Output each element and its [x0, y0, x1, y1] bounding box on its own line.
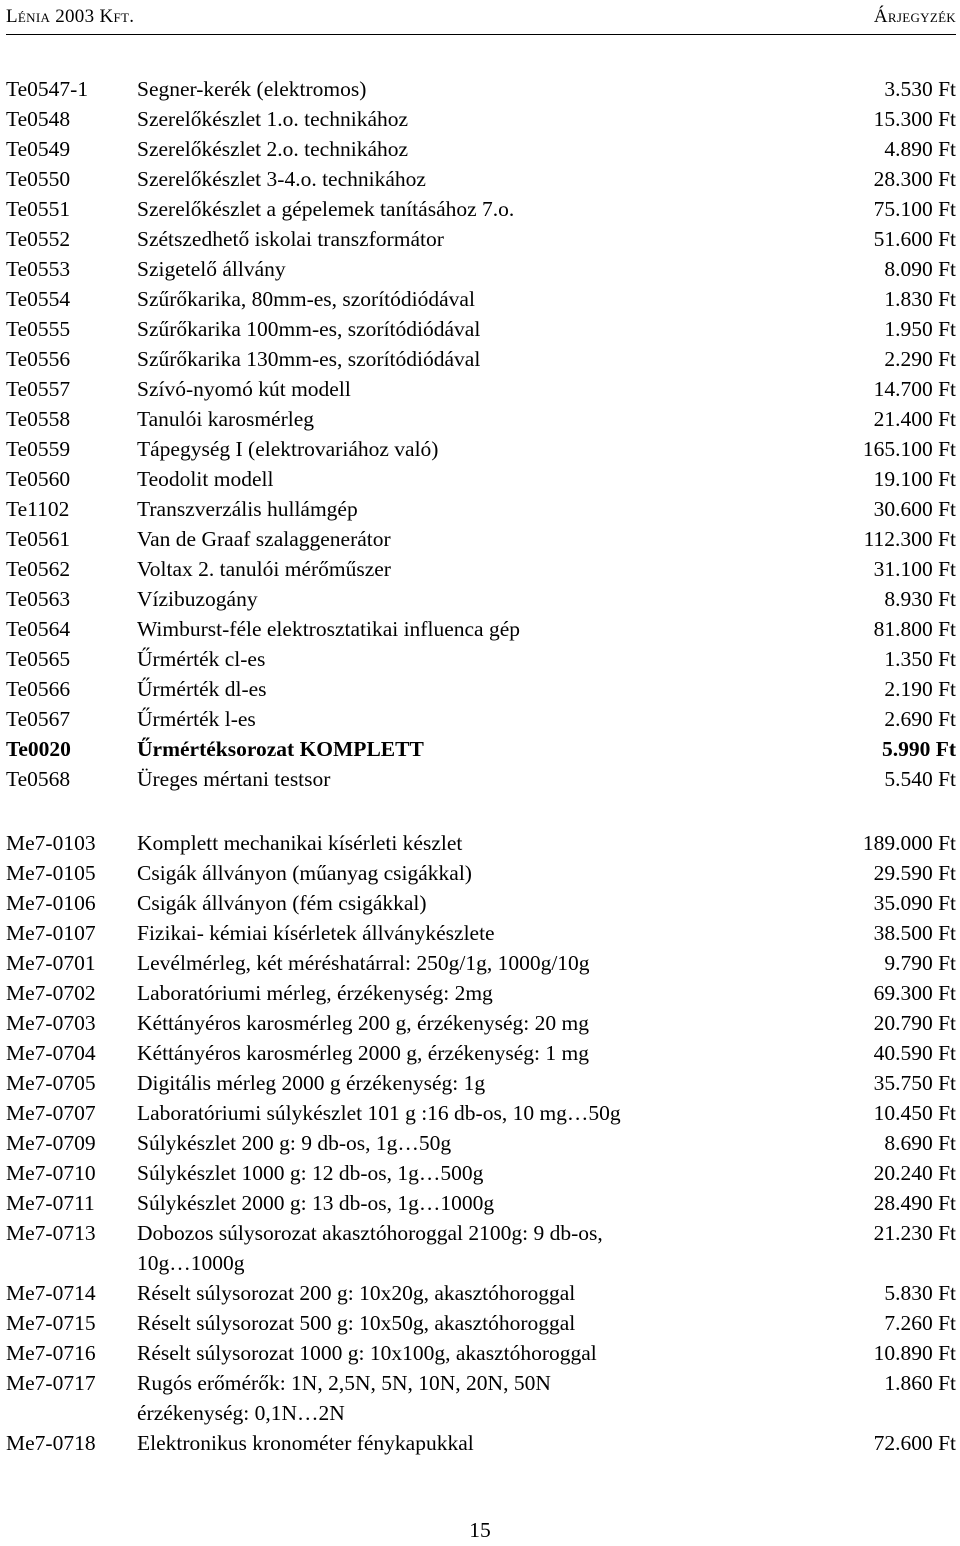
product-price: 15.300 Ft — [873, 107, 956, 131]
product-code: Te0560 — [6, 467, 71, 491]
product-description: Voltax 2. tanulói mérőműszer — [137, 557, 391, 581]
product-code: Me7-0711 — [6, 1191, 95, 1215]
product-price: 8.090 Ft — [884, 257, 956, 281]
product-description: Súlykészlet 200 g: 9 db-os, 1g…50g — [137, 1131, 452, 1155]
product-description: Súlykészlet 2000 g: 13 db-os, 1g…1000g — [137, 1191, 495, 1215]
price-list-row — [6, 284, 956, 314]
product-price: 5.990 Ft — [881, 737, 956, 761]
price-list-row — [6, 344, 956, 374]
price-list-section-te — [6, 74, 956, 794]
product-code: Te0563 — [6, 587, 71, 611]
header-divider — [6, 34, 956, 35]
product-description: Transzverzális hullámgép — [137, 497, 358, 521]
product-price: 5.830 Ft — [884, 1281, 956, 1305]
product-price: 28.300 Ft — [873, 167, 956, 191]
company-name: Lénia 2003 Kft. — [6, 6, 135, 27]
product-code: Te0557 — [6, 377, 71, 401]
product-code: Me7-0702 — [6, 981, 96, 1005]
product-code: Te0566 — [6, 677, 71, 701]
product-price: 2.290 Ft — [884, 347, 956, 371]
product-code: Te0559 — [6, 437, 71, 461]
price-list-row — [6, 434, 956, 464]
product-code: Me7-0713 — [6, 1221, 96, 1245]
product-price: 51.600 Ft — [873, 227, 956, 251]
product-code: Te0555 — [6, 317, 71, 341]
product-code: Me7-0705 — [6, 1071, 96, 1095]
product-price: 2.690 Ft — [884, 707, 956, 731]
product-price: 1.830 Ft — [884, 287, 956, 311]
price-list-row — [6, 554, 956, 584]
product-description: Komplett mechanikai kísérleti készlet — [137, 831, 463, 855]
product-price: 21.400 Ft — [873, 407, 956, 431]
product-description: Segner-kerék (elektromos) — [137, 77, 367, 101]
product-code: Me7-0704 — [6, 1041, 96, 1065]
product-description: Űrmérték l-es — [137, 707, 256, 731]
product-code: Te0549 — [6, 137, 71, 161]
price-list-row — [6, 918, 956, 948]
price-list-row — [6, 224, 956, 254]
product-description: Szerelőkészlet 2.o. technikához — [137, 137, 409, 161]
product-description: Csigák állványon (műanyag csigákkal) — [137, 861, 472, 885]
price-list-row — [6, 1158, 956, 1188]
product-description: Kéttányéros karosmérleg 2000 g, érzékenység: 1 mg — [137, 1041, 589, 1065]
price-list-row — [6, 584, 956, 614]
product-price: 20.790 Ft — [873, 1011, 956, 1035]
product-code: Me7-0707 — [6, 1101, 96, 1125]
product-price: 75.100 Ft — [873, 197, 956, 221]
product-description: Szerelőkészlet 3-4.o. technikához — [137, 167, 426, 191]
product-price: 165.100 Ft — [862, 437, 956, 461]
product-description: Szívó-nyomó kút modell — [137, 377, 351, 401]
product-price: 40.590 Ft — [873, 1041, 956, 1065]
price-list-row — [6, 164, 956, 194]
product-description: Tápegység I (elektrovariához való) — [137, 437, 439, 461]
product-description: Digitális mérleg 2000 g érzékenység: 1g — [137, 1071, 486, 1095]
product-price: 21.230 Ft — [873, 1221, 956, 1245]
product-code: Te0554 — [6, 287, 71, 311]
product-price: 5.540 Ft — [884, 767, 956, 791]
price-list-row — [6, 948, 956, 978]
product-code: Te0551 — [6, 197, 71, 221]
product-description: Elektronikus kronométer fénykapukkal — [137, 1431, 474, 1455]
product-price: 30.600 Ft — [873, 497, 956, 521]
product-description: Réselt súlysorozat 500 g: 10x50g, akasztóhoroggal — [137, 1311, 576, 1335]
product-code: Te0561 — [6, 527, 71, 551]
product-code: Te0020 — [6, 737, 71, 761]
price-list-row — [6, 314, 956, 344]
price-list-row — [6, 374, 956, 404]
price-list-row — [6, 404, 956, 434]
product-description: Szigetelő állvány — [137, 257, 286, 281]
price-list-row — [6, 1068, 956, 1098]
product-code: Me7-0714 — [6, 1281, 96, 1305]
price-list-section-me — [6, 828, 956, 1458]
product-description: Üreges mértani testsor — [137, 767, 331, 791]
product-code: Me7-0701 — [6, 951, 96, 975]
product-price: 1.350 Ft — [884, 647, 956, 671]
product-code: Te0553 — [6, 257, 71, 281]
price-list-row — [6, 524, 956, 554]
product-description: Szerelőkészlet a gépelemek tanításához 7.o. — [137, 197, 515, 221]
price-list-row — [6, 74, 956, 104]
price-list-row — [6, 1098, 956, 1128]
product-description: Dobozos súlysorozat akasztóhoroggal 2100g: 9 db-os, 10g…1000g — [137, 1221, 603, 1275]
product-price: 1.950 Ft — [884, 317, 956, 341]
product-price: 14.700 Ft — [873, 377, 956, 401]
price-list-row — [6, 1128, 956, 1158]
product-price: 29.590 Ft — [873, 861, 956, 885]
price-list-row — [6, 1278, 956, 1308]
product-description: Réselt súlysorozat 200 g: 10x20g, akasztóhoroggal — [137, 1281, 576, 1305]
price-list-row — [6, 464, 956, 494]
product-code: Me7-0717 — [6, 1371, 96, 1395]
price-list-row — [6, 978, 956, 1008]
page-header — [6, 6, 956, 34]
price-list-row — [6, 734, 956, 764]
product-description: Vízibuzogány — [137, 587, 258, 611]
product-price: 31.100 Ft — [873, 557, 956, 581]
product-price: 8.690 Ft — [884, 1131, 956, 1155]
product-price: 7.260 Ft — [884, 1311, 956, 1335]
price-list-row — [6, 494, 956, 524]
price-list-row — [6, 1308, 956, 1338]
product-description: Súlykészlet 1000 g: 12 db-os, 1g…500g — [137, 1161, 484, 1185]
product-description: Űrmérték cl-es — [137, 647, 266, 671]
price-list-row — [6, 888, 956, 918]
product-price: 2.190 Ft — [884, 677, 956, 701]
price-list-row — [6, 1188, 956, 1218]
product-description: Szerelőkészlet 1.o. technikához — [137, 107, 409, 131]
product-description: Űrmérték dl-es — [137, 677, 267, 701]
product-description: Szétszedhető iskolai transzformátor — [137, 227, 444, 251]
product-code: Me7-0709 — [6, 1131, 96, 1155]
product-code: Te1102 — [6, 497, 70, 521]
product-price: 1.860 Ft — [884, 1371, 956, 1395]
product-description: Rugós erőmérők: 1N, 2,5N, 5N, 10N, 20N, 50N érzékenység: 0,1N…2N — [137, 1371, 551, 1425]
price-list-row — [6, 1368, 956, 1428]
product-code: Te0548 — [6, 107, 71, 131]
product-code: Te0552 — [6, 227, 71, 251]
product-description: Réselt súlysorozat 1000 g: 10x100g, akasztóhoroggal — [137, 1341, 597, 1365]
page-number: 15 — [469, 1518, 491, 1542]
product-description: Wimburst-féle elektrosztatikai influenca gép — [137, 617, 520, 641]
product-description: Szűrőkarika 130mm-es, szorítódiódával — [137, 347, 481, 371]
price-list-row — [6, 1038, 956, 1068]
product-description: Szűrőkarika 100mm-es, szorítódiódával — [137, 317, 481, 341]
product-code: Me7-0703 — [6, 1011, 96, 1035]
product-price: 112.300 Ft — [863, 527, 956, 551]
product-code: Me7-0718 — [6, 1431, 96, 1455]
product-code: Te0556 — [6, 347, 71, 371]
product-price: 72.600 Ft — [873, 1431, 956, 1455]
product-price: 4.890 Ft — [884, 137, 956, 161]
product-description: Szűrőkarika, 80mm-es, szorítódiódával — [137, 287, 475, 311]
price-list-row — [6, 674, 956, 704]
product-description: Teodolit modell — [137, 467, 274, 491]
product-code: Me7-0716 — [6, 1341, 96, 1365]
product-price: 8.930 Ft — [884, 587, 956, 611]
product-code: Me7-0107 — [6, 921, 96, 945]
price-list-row — [6, 858, 956, 888]
product-price: 69.300 Ft — [873, 981, 956, 1005]
product-price: 9.790 Ft — [884, 951, 956, 975]
product-description: Laboratóriumi mérleg, érzékenység: 2mg — [137, 981, 493, 1005]
price-list-row — [6, 254, 956, 284]
price-list-row — [6, 1218, 956, 1278]
product-price: 3.530 Ft — [884, 77, 956, 101]
price-list-row — [6, 104, 956, 134]
product-code: Te0567 — [6, 707, 71, 731]
product-code: Me7-0710 — [6, 1161, 96, 1185]
price-list-row — [6, 828, 956, 858]
product-description: Űrmértéksorozat KOMPLETT — [137, 737, 424, 761]
product-description: Van de Graaf szalaggenerátor — [137, 527, 391, 551]
product-price: 19.100 Ft — [873, 467, 956, 491]
price-list-row — [6, 134, 956, 164]
product-price: 10.450 Ft — [873, 1101, 956, 1125]
product-code: Te0562 — [6, 557, 71, 581]
product-description: Levélmérleg, két méréshatárral: 250g/1g, 1000g/10g — [137, 951, 590, 975]
price-list-row — [6, 1338, 956, 1368]
price-list-row — [6, 704, 956, 734]
product-description: Fizikai- kémiai kísérletek állványkészlete — [137, 921, 495, 945]
price-list-row — [6, 644, 956, 674]
price-list-row — [6, 1008, 956, 1038]
product-code: Te0550 — [6, 167, 71, 191]
product-price: 81.800 Ft — [873, 617, 956, 641]
product-code: Me7-0105 — [6, 861, 96, 885]
product-price: 20.240 Ft — [873, 1161, 956, 1185]
product-description: Laboratóriumi súlykészlet 101 g :16 db-os, 10 mg…50g — [137, 1101, 621, 1125]
product-code: Me7-0715 — [6, 1311, 96, 1335]
product-code: Te0568 — [6, 767, 71, 791]
product-code: Te0564 — [6, 617, 71, 641]
product-price: 10.890 Ft — [873, 1341, 956, 1365]
product-price: 189.000 Ft — [862, 831, 956, 855]
price-list-row — [6, 194, 956, 224]
product-price: 35.090 Ft — [873, 891, 956, 915]
price-list-row — [6, 1428, 956, 1458]
product-description: Kéttányéros karosmérleg 200 g, érzékenység: 20 mg — [137, 1011, 589, 1035]
product-code: Te0565 — [6, 647, 71, 671]
product-code: Me7-0106 — [6, 891, 96, 915]
product-price: 35.750 Ft — [873, 1071, 956, 1095]
product-price: 38.500 Ft — [873, 921, 956, 945]
product-price: 28.490 Ft — [873, 1191, 956, 1215]
product-description: Csigák állványon (fém csigákkal) — [137, 891, 427, 915]
product-code: Te0558 — [6, 407, 71, 431]
product-code: Me7-0103 — [6, 831, 96, 855]
price-list-row — [6, 614, 956, 644]
product-code: Te0547-1 — [6, 77, 89, 101]
product-description: Tanulói karosmérleg — [137, 407, 315, 431]
document-title: Árjegyzék — [873, 6, 956, 27]
price-list-row — [6, 764, 956, 794]
